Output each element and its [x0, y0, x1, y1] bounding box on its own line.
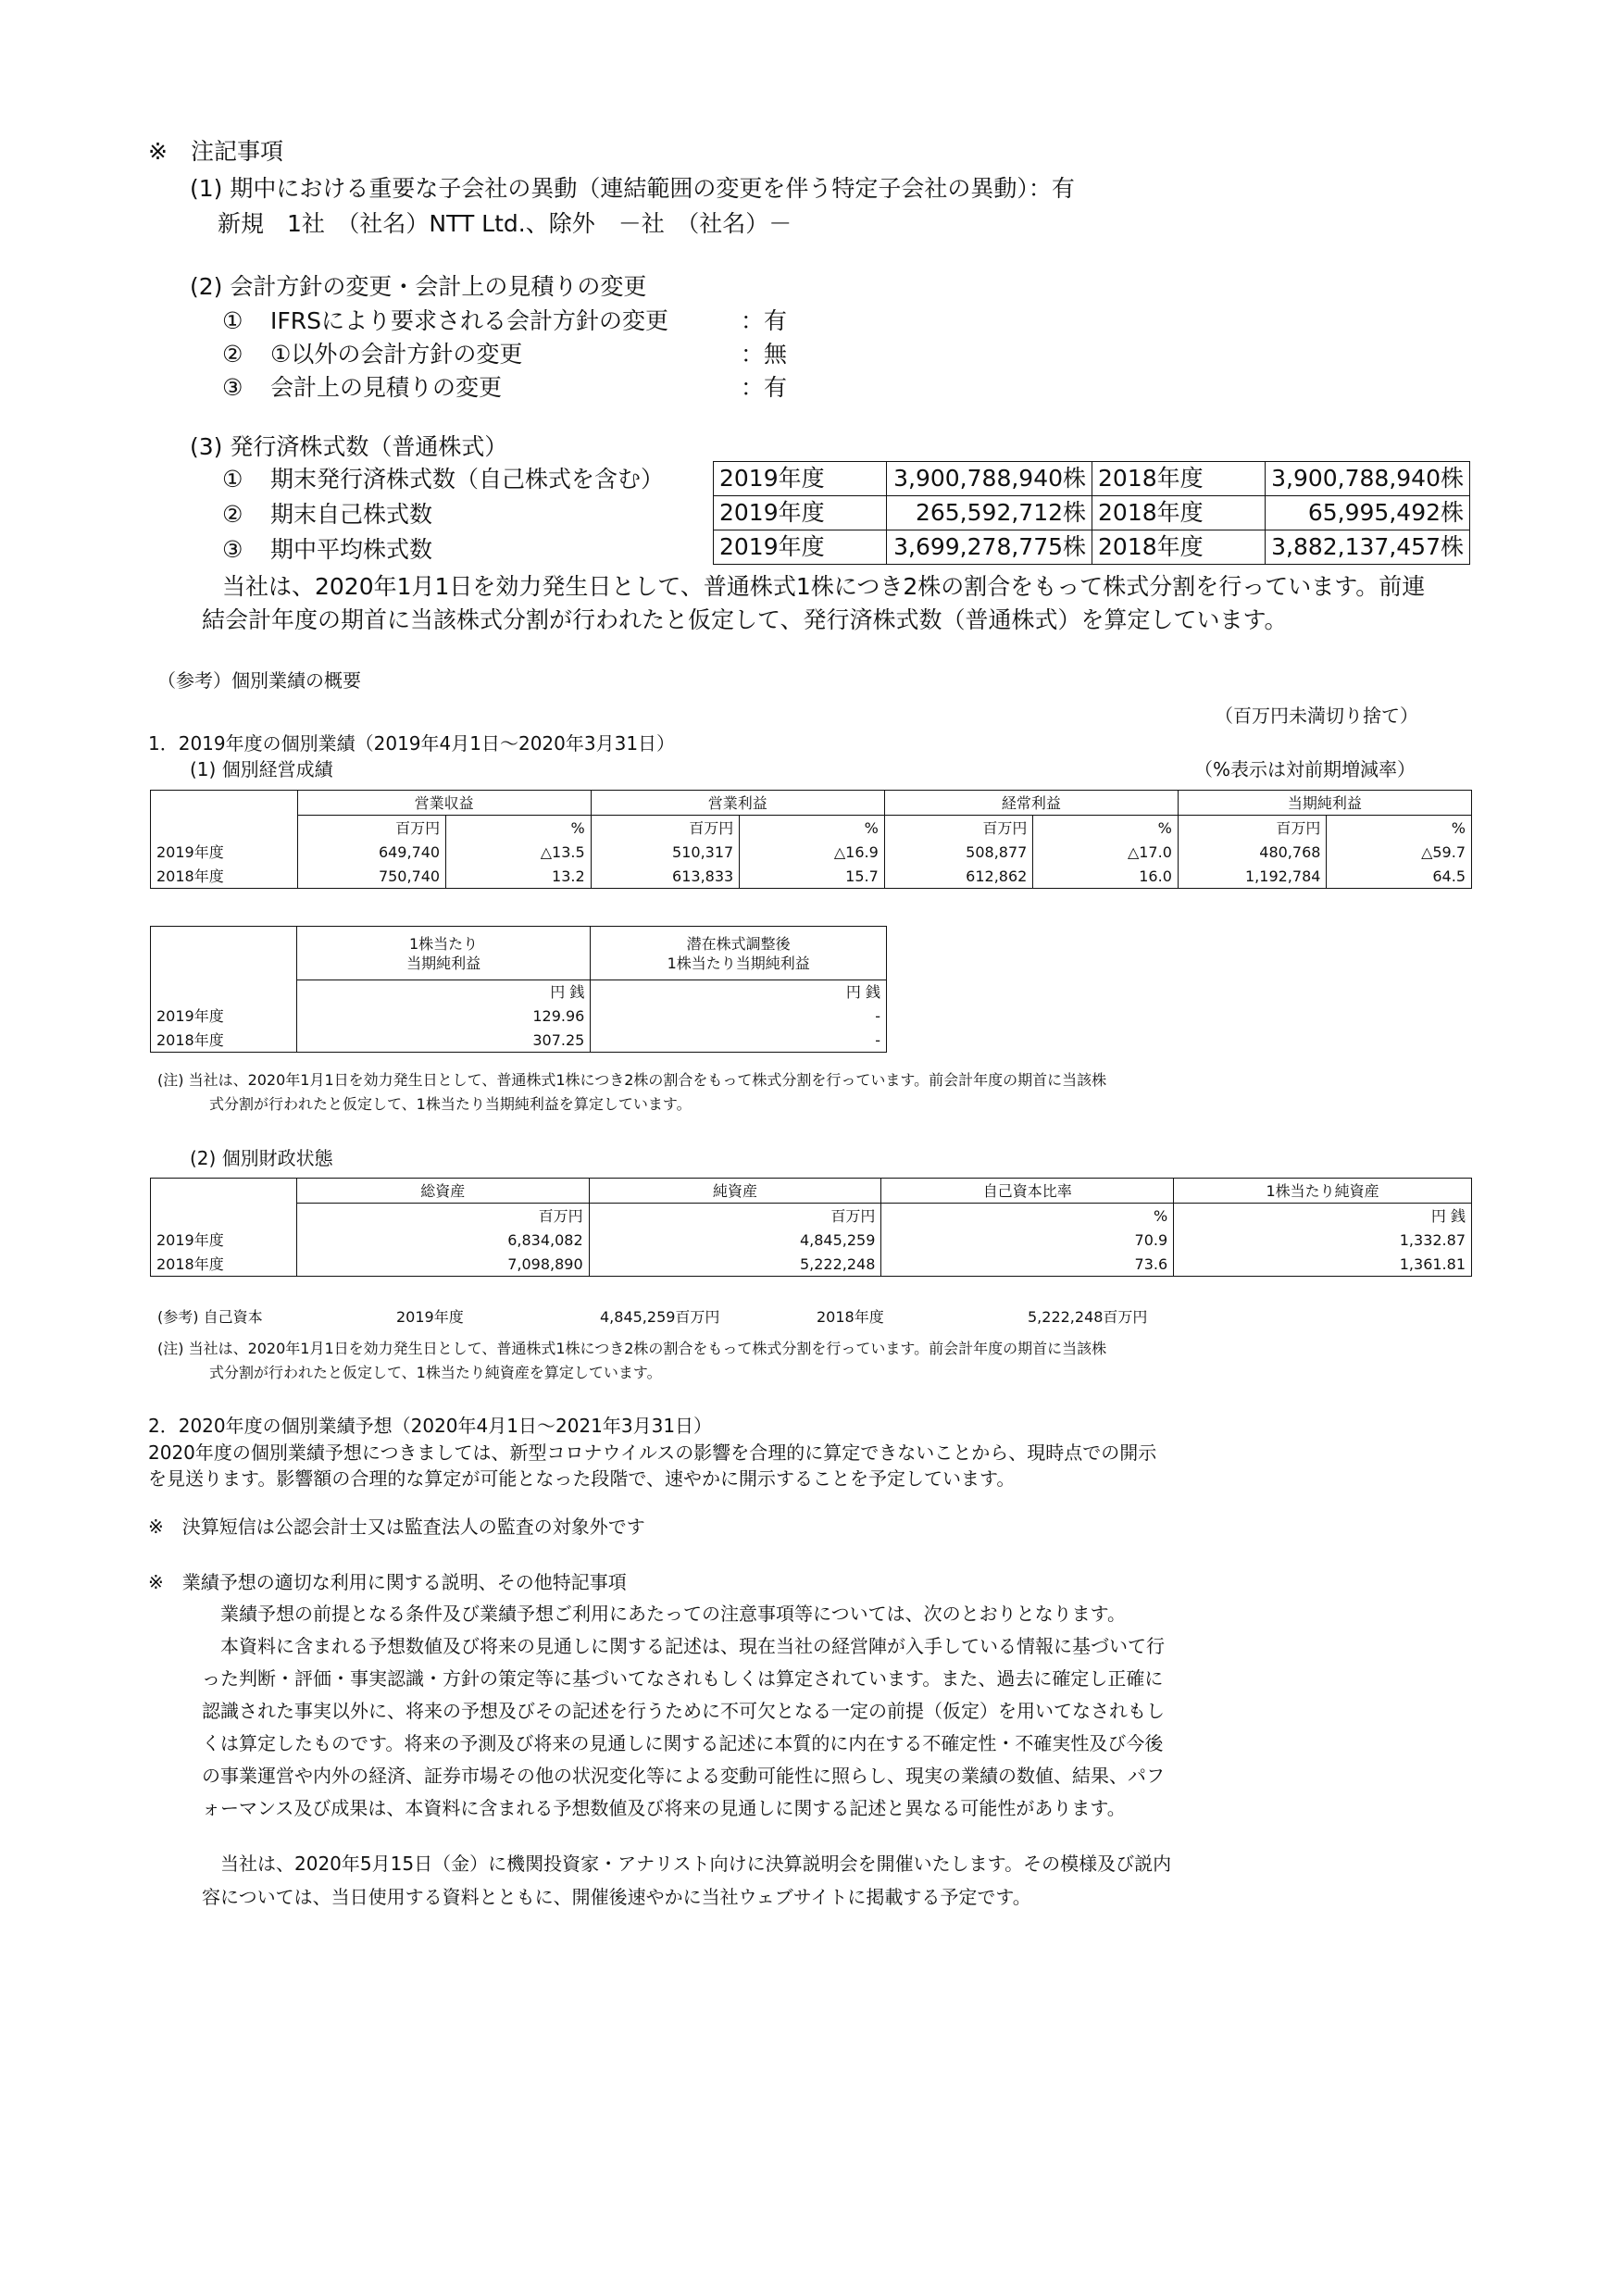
table-row: [151, 1029, 887, 1053]
equity-label: (参考) 自己資本: [157, 1308, 263, 1326]
notes-heading: ※ 注記事項: [148, 138, 283, 165]
value-cell: 480,768: [1178, 841, 1327, 865]
sub-2-title: (2) 個別財政状態: [190, 1147, 333, 1169]
row-year: 2018年度: [151, 1029, 297, 1053]
column-header: 営業収益: [297, 791, 591, 816]
forecast-line: ォーマンス及び成果は、本資料に含まれる予想数値及び将来の見通しに関する記述と異なる可能性があります。: [202, 1797, 1126, 1819]
unit-cell: %: [881, 1204, 1174, 1229]
note-3-label-3: 期中平均株式数: [270, 536, 433, 563]
blank-cell: [151, 927, 297, 980]
column-header: 1株当たり純資産: [1174, 1179, 1472, 1204]
forecast-line: の事業運営や内外の経済、証券市場その他の状況変化等による変動可能性に照らし、現実の業績の数値、結果、パフ: [202, 1765, 1165, 1787]
blank-cell: [151, 791, 298, 816]
forecast-line: くは算定したものです。将来の予測及び将来の見通しに関する記述に本質的に内在する不確定性・不確実性及び今後: [202, 1732, 1164, 1754]
value-cell: 129.96: [296, 1004, 591, 1029]
unit-cell: 百万円: [296, 1204, 589, 1229]
value-cell: 649,740: [297, 841, 446, 865]
forecast-heading: ※ 業績予想の適切な利用に関する説明、その他特記事項: [148, 1571, 627, 1593]
shares-row: [714, 462, 1470, 496]
financial-unit-row: [151, 1204, 1472, 1229]
column-header: 純資産: [589, 1179, 881, 1204]
shares-year: 2019年度: [714, 530, 887, 565]
note-3-label-1: 期末発行済株式数（自己株式を含む）: [270, 466, 665, 493]
note-1-detail: 新規 1社 （社名）NTT Ltd.、除外 －社 （社名）－: [218, 210, 792, 237]
shares-value: 65,995,492株: [1266, 496, 1470, 530]
value-cell: 13.2: [446, 865, 592, 889]
diluted-eps-header: [591, 927, 887, 980]
value-cell: 64.5: [1327, 865, 1472, 889]
eps-header-line: 当期純利益: [406, 954, 481, 972]
equity-value-2019: 4,845,259百万円: [600, 1308, 720, 1326]
briefing-line-1: 当社は、2020年5月15日（金）に機関投資家・アナリスト向けに決算説明会を開催いたします。その模様及び説内: [202, 1853, 1172, 1875]
value-cell: △59.7: [1327, 841, 1472, 865]
unit-cell: 円 銭: [1174, 1204, 1472, 1229]
eps-header-row: [151, 927, 887, 980]
value-cell: △17.0: [1033, 841, 1179, 865]
unit-cell: 百万円: [589, 1204, 881, 1229]
column-header: 自己資本比率: [881, 1179, 1174, 1204]
equity-value-2018: 5,222,248百万円: [1028, 1308, 1148, 1326]
sub-1-note: （%表示は対前期増減率）: [1194, 758, 1416, 780]
section-2-line-1: 2020年度の個別業績予想につきましては、新型コロナウイルスの影響を合理的に算定できないことから、現時点での開示: [148, 1441, 1157, 1464]
unit-cell: 百万円: [884, 816, 1033, 841]
performance-header-row: [151, 791, 1472, 816]
diluted-eps-header-line: 1株当たり当期純利益: [667, 954, 810, 972]
briefing-line-2: 容については、当日使用する資料とともに、開催後速やかに当社ウェブサイトに掲載する予定です。: [202, 1886, 1031, 1908]
shares-year: 2019年度: [714, 496, 887, 530]
note-2-label-3: 会計上の見積りの変更: [270, 374, 503, 401]
shares-table: [713, 461, 1470, 565]
value-cell: 1,192,784: [1178, 865, 1327, 889]
eps-header-line: 1株当たり: [408, 934, 479, 953]
shares-row: [714, 530, 1470, 565]
value-cell: 307.25: [296, 1029, 591, 1053]
eps-note-line-1: (注) 当社は、2020年1月1日を効力発生日として、普通株式1株につき2株の割合をもって株式分割を行っています。前会計年度の期首に当該株: [157, 1071, 1107, 1089]
performance-unit-row: [151, 816, 1472, 841]
value-cell: 6,834,082: [296, 1229, 589, 1253]
table-row: [151, 1229, 1472, 1253]
column-header: 総資産: [296, 1179, 589, 1204]
note-3-mark-2: ②: [222, 501, 243, 528]
unit-cell: %: [1033, 816, 1179, 841]
forecast-line: 業績予想の前提となる条件及び業績予想ご利用にあたっての注意事項等については、次のとおりとなります。: [202, 1603, 1126, 1625]
eps-header: [296, 927, 591, 980]
value-cell: 5,222,248: [589, 1253, 881, 1277]
diluted-eps-header-line: 潜在株式調整後: [686, 934, 791, 953]
value-cell: -: [591, 1029, 887, 1053]
blank-cell: [151, 980, 297, 1004]
fin-note-line-1: (注) 当社は、2020年1月1日を効力発生日として、普通株式1株につき2株の割合をもって株式分割を行っています。前会計年度の期首に当該株: [157, 1340, 1107, 1357]
row-year: 2019年度: [151, 1229, 297, 1253]
shares-row: [714, 496, 1470, 530]
reference-heading: （参考）個別業績の概要: [157, 669, 361, 692]
value-cell: 612,862: [884, 865, 1033, 889]
unit-cell: 百万円: [1178, 816, 1327, 841]
unit-cell: 円 銭: [591, 980, 887, 1004]
shares-year: 2018年度: [1092, 496, 1266, 530]
unit-cell: 百万円: [591, 816, 740, 841]
value-cell: △13.5: [446, 841, 592, 865]
shares-year: 2018年度: [1092, 530, 1266, 565]
value-cell: 70.9: [881, 1229, 1174, 1253]
unit-cell: %: [446, 816, 592, 841]
shares-value: 265,592,712株: [887, 496, 1092, 530]
blank-cell: [151, 1204, 297, 1229]
note-2-mark-1: ①: [222, 307, 243, 334]
shares-year: 2019年度: [714, 462, 887, 496]
note-2-mark-2: ②: [222, 341, 243, 368]
note-3-mark-1: ①: [222, 466, 243, 493]
value-cell: 508,877: [884, 841, 1033, 865]
note-2-value-3: ：有: [741, 374, 788, 401]
value-cell: 16.0: [1033, 865, 1179, 889]
unit-note: （百万円未満切り捨て）: [1215, 705, 1418, 727]
unit-cell: 円 銭: [296, 980, 591, 1004]
unit-cell: %: [740, 816, 885, 841]
column-header: 経常利益: [884, 791, 1178, 816]
shares-value: 3,900,788,940株: [1266, 462, 1470, 496]
section-1-title: 1．2019年度の個別業績（2019年4月1日～2020年3月31日）: [148, 732, 676, 755]
financial-table: [150, 1178, 1472, 1277]
financial-header-row: [151, 1179, 1472, 1204]
eps-table: [150, 926, 887, 1053]
note-3-title: (3) 発行済株式数（普通株式）: [190, 433, 508, 460]
forecast-line: 本資料に含まれる予想数値及び将来の見通しに関する記述は、現在当社の経営陣が入手している情報に基づいて行: [202, 1635, 1165, 1657]
eps-note-line-2: 式分割が行われたと仮定して、1株当たり当期純利益を算定しています。: [209, 1095, 692, 1113]
row-year: 2018年度: [151, 1253, 297, 1277]
section-2-line-2: を見送ります。影響額の合理的な算定が可能となった段階で、速やかに開示することを予定しています。: [148, 1467, 1016, 1490]
note-2-label-2: ①以外の会計方針の変更: [270, 341, 523, 368]
table-row: [151, 841, 1472, 865]
unit-cell: 百万円: [297, 816, 446, 841]
column-header: 営業利益: [591, 791, 884, 816]
value-cell: 1,361.81: [1174, 1253, 1472, 1277]
value-cell: 750,740: [297, 865, 446, 889]
blank-cell: [151, 816, 298, 841]
shares-year: 2018年度: [1092, 462, 1266, 496]
note-2-title: (2) 会計方針の変更・会計上の見積りの変更: [190, 273, 647, 300]
sub-1-title: (1) 個別経営成績: [190, 758, 333, 780]
note-3-label-2: 期末自己株式数: [270, 501, 433, 528]
shares-value: 3,699,278,775株: [887, 530, 1092, 565]
value-cell: △16.9: [740, 841, 885, 865]
value-cell: 15.7: [740, 865, 885, 889]
column-header: 当期純利益: [1178, 791, 1471, 816]
value-cell: 4,845,259: [589, 1229, 881, 1253]
performance-table: [150, 790, 1472, 889]
note-3-mark-3: ③: [222, 536, 243, 563]
table-row: [151, 1004, 887, 1029]
shares-note-line-2: 結会計年度の期首に当該株式分割が行われたと仮定して、発行済株式数（普通株式）を算定しています。: [202, 606, 1288, 633]
note-1-title: (1) 期中における重要な子会社の異動（連結範囲の変更を伴う特定子会社の異動）：有: [190, 175, 1075, 202]
value-cell: 1,332.87: [1174, 1229, 1472, 1253]
section-2-title: 2．2020年度の個別業績予想（2020年4月1日～2021年3月31日）: [148, 1415, 713, 1437]
value-cell: 510,317: [591, 841, 740, 865]
note-2-label-1: IFRSにより要求される会計方針の変更: [270, 307, 668, 334]
value-cell: 7,098,890: [296, 1253, 589, 1277]
note-2-value-2: ：無: [741, 341, 788, 368]
blank-cell: [151, 1179, 297, 1204]
row-year: 2019年度: [151, 841, 298, 865]
fin-note-line-2: 式分割が行われたと仮定して、1株当たり純資産を算定しています。: [209, 1364, 662, 1381]
eps-unit-row: [151, 980, 887, 1004]
note-2-value-1: ：有: [741, 307, 788, 334]
note-2-mark-3: ③: [222, 374, 243, 401]
unit-cell: %: [1327, 816, 1472, 841]
shares-value: 3,882,137,457株: [1266, 530, 1470, 565]
shares-note-line-1: 当社は、2020年1月1日を効力発生日として、普通株式1株につき2株の割合をもって株式分割を行っています。前連: [222, 573, 1426, 600]
value-cell: -: [591, 1004, 887, 1029]
shares-value: 3,900,788,940株: [887, 462, 1092, 496]
forecast-line: った判断・評価・事実認識・方針の策定等に基づいてなされもしくは算定されています。また、過去に確定し正確に: [202, 1667, 1164, 1690]
value-cell: 613,833: [591, 865, 740, 889]
equity-year-2018: 2018年度: [817, 1308, 884, 1326]
forecast-line: 認識された事実以外に、将来の予想及びその記述を行うために不可欠となる一定の前提（仮定）を用いてなされもし: [202, 1700, 1165, 1722]
equity-year-2019: 2019年度: [396, 1308, 464, 1326]
value-cell: 73.6: [881, 1253, 1174, 1277]
table-row: [151, 1253, 1472, 1277]
row-year: 2019年度: [151, 1004, 297, 1029]
table-row: [151, 865, 1472, 889]
audit-note: ※ 決算短信は公認会計士又は監査法人の監査の対象外です: [148, 1516, 645, 1538]
row-year: 2018年度: [151, 865, 298, 889]
